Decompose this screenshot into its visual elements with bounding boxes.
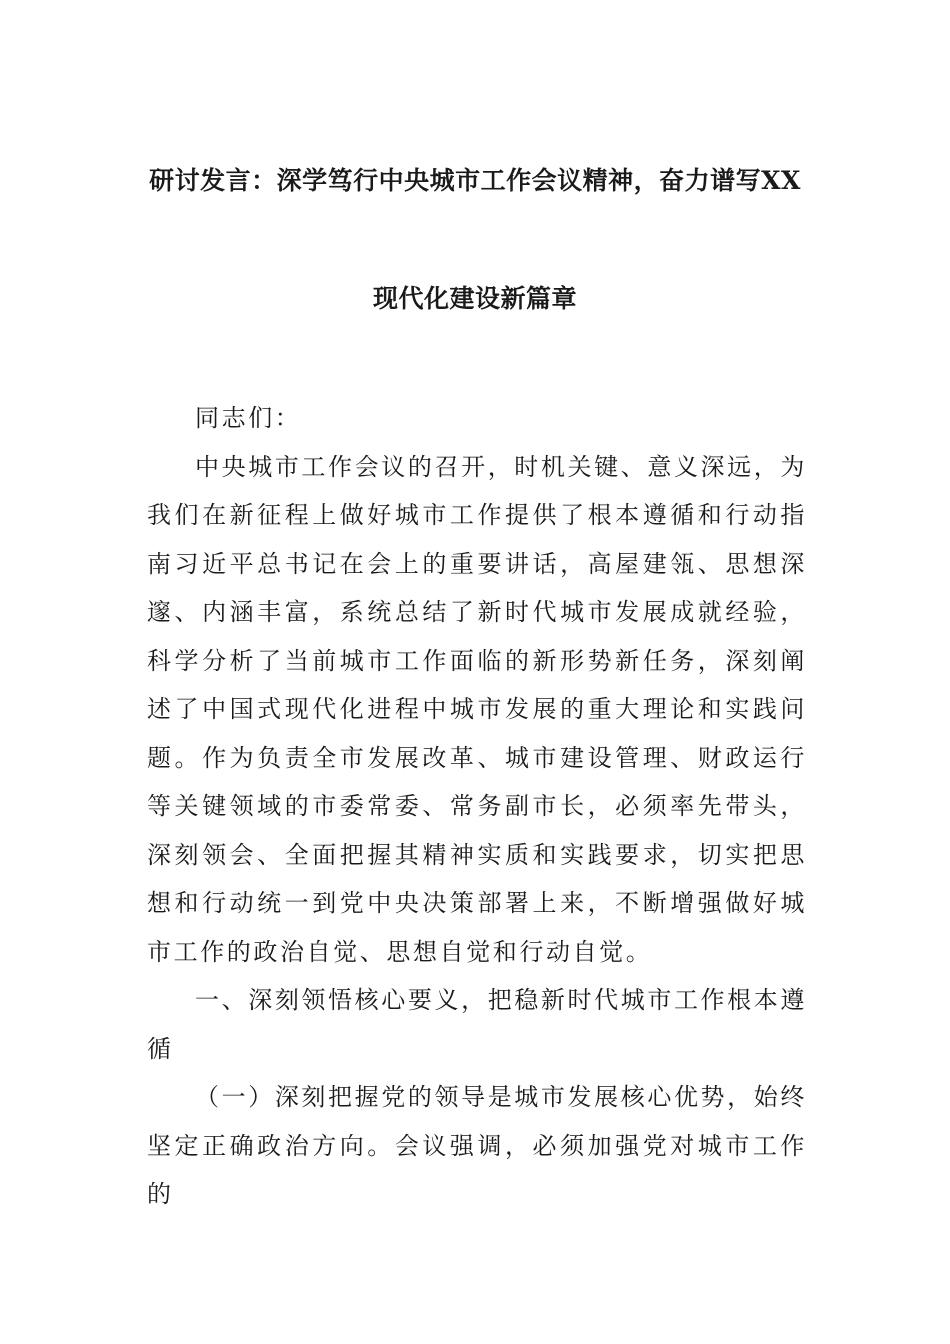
document-title-line-1: 研讨发言：深学笃行中央城市工作会议精神，奋力谱写XX bbox=[149, 166, 801, 195]
section-heading-1: 一、深刻领悟核心要义，把稳新时代城市工作根本遵循 bbox=[147, 986, 807, 1063]
document-body bbox=[147, 394, 807, 1219]
document-title-line-2: 现代化建设新篇章 bbox=[372, 284, 577, 313]
paragraph-intro: 中央城市工作会议的召开，时机关键、意义深远，为我们在新征程上做好城市工作提供了根本遵循和行动指南习近平总书记在会上的重要讲话，高屋建瓴、思想深邃、内涵丰富，系统总结了新时代城市发展成就经验，科学分析了当前城市工作面临的新形势新任务，深刻阐述了中国式现代化进程中城市发展的重大理论和实践问题。作为负责全市发展改革、城市建设管理、财政运行等关键领域的市委常委、常务副市长，必须率先带头，深刻领会、全面把握其精神实质和实践要求，切实把思想和行动统一到党中央决策部署上来，不断增强做好城市工作的政治自觉、思想自觉和行动自觉。 bbox=[147, 452, 807, 966]
subsection-1: （一）深刻把握党的领导是城市发展核心优势，始终坚定正确政治方向。会议强调，必须加强党对城市工作的 bbox=[147, 1083, 807, 1208]
greeting: 同志们： bbox=[195, 404, 302, 432]
